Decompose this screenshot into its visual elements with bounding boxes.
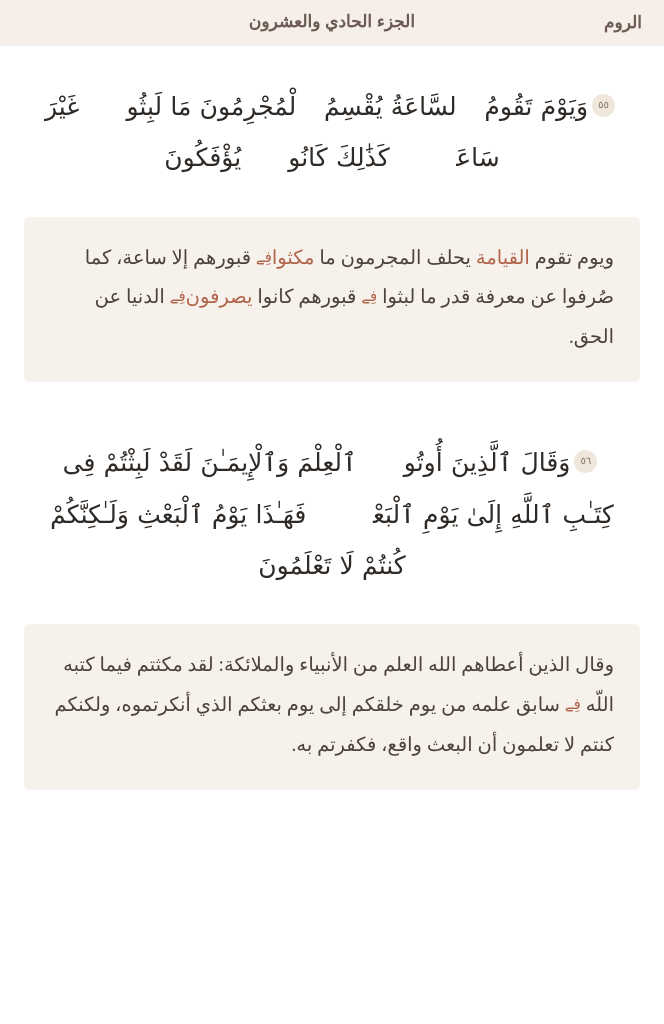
quran-page-content bbox=[0, 46, 664, 790]
ayah-block-56[interactable] bbox=[24, 402, 640, 602]
juz-label: الجزء الحادي والعشرون bbox=[248, 12, 416, 31]
ayah-text-56 bbox=[34, 438, 630, 592]
page-header bbox=[0, 0, 664, 46]
tafsir-highlight: القيامة bbox=[475, 247, 530, 269]
ayah-number-marker: ٥٦ bbox=[574, 450, 597, 473]
ayah-block-55[interactable] bbox=[24, 46, 640, 195]
tafsir-text-56: وقال الذين أعطاهم الله العلم من الأنبياء والملائكة: لقد مكثتم فيما كتبه اللّه فِے سابق علمه من يوم خلقكم إلى يوم بعثكم الذي أنكرتموه، ولكنكم كنتم لا تعلمون أن البعث واقع، فكفرتم به. bbox=[54, 655, 614, 757]
fi-ligature-icon: فِے bbox=[564, 697, 581, 714]
fi-ligature-icon: فِے bbox=[169, 289, 186, 306]
tafsir-highlight: مكثوا bbox=[271, 247, 315, 269]
section-spacer bbox=[24, 388, 640, 402]
tafsir-highlight: يصرفون bbox=[185, 287, 253, 309]
tafsir-text-55: ويوم تقوم القيامة يحلف المجرمون ما مكثوافِے قبورهم إلا ساعة، كما صُرفوا عن معرفة قدر ما لبثوا فِے قبورهم كانوا يصرفونفِے الدنيا عن الحق. bbox=[50, 239, 614, 359]
tafsir-panel-55[interactable] bbox=[24, 217, 640, 383]
tafsir-panel-56[interactable] bbox=[24, 624, 640, 790]
ayah-number-marker: ٥٥ bbox=[592, 94, 615, 117]
ayah-text-55 bbox=[34, 82, 630, 185]
ayah-arabic-text: وَقَالَ ٱلَّذِينَ أُوتُوا۟ ٱلْعِلْمَ وَٱلْإِيمَـٰنَ لَقَدْ لَبِثْتُمْ فِى كِتَـٰبِ ٱللَّهِ إِلَىٰ يَوْمِ ٱلْبَعْثِۖ فَهَـٰذَا يَوْمُ ٱلْبَعْثِ وَلَـٰكِنَّكُمْ كُنتُمْ لَا تَعْلَمُونَ bbox=[50, 450, 614, 580]
surah-name-label: الروم bbox=[603, 13, 642, 32]
fi-ligature-icon: فِے bbox=[255, 249, 272, 266]
ayah-arabic-text: وَيَوْمَ تَقُومُ ٱلسَّاعَةُ يُقْسِمُ ٱلْمُجْرِمُونَ مَا لَبِثُوا۟ غَيْرَ سَاعَةٍۚ كَذَٰلِكَ كَانُوا۟ يُؤْفَكُونَ bbox=[44, 94, 589, 173]
fi-ligature-icon: فِے bbox=[361, 289, 378, 306]
